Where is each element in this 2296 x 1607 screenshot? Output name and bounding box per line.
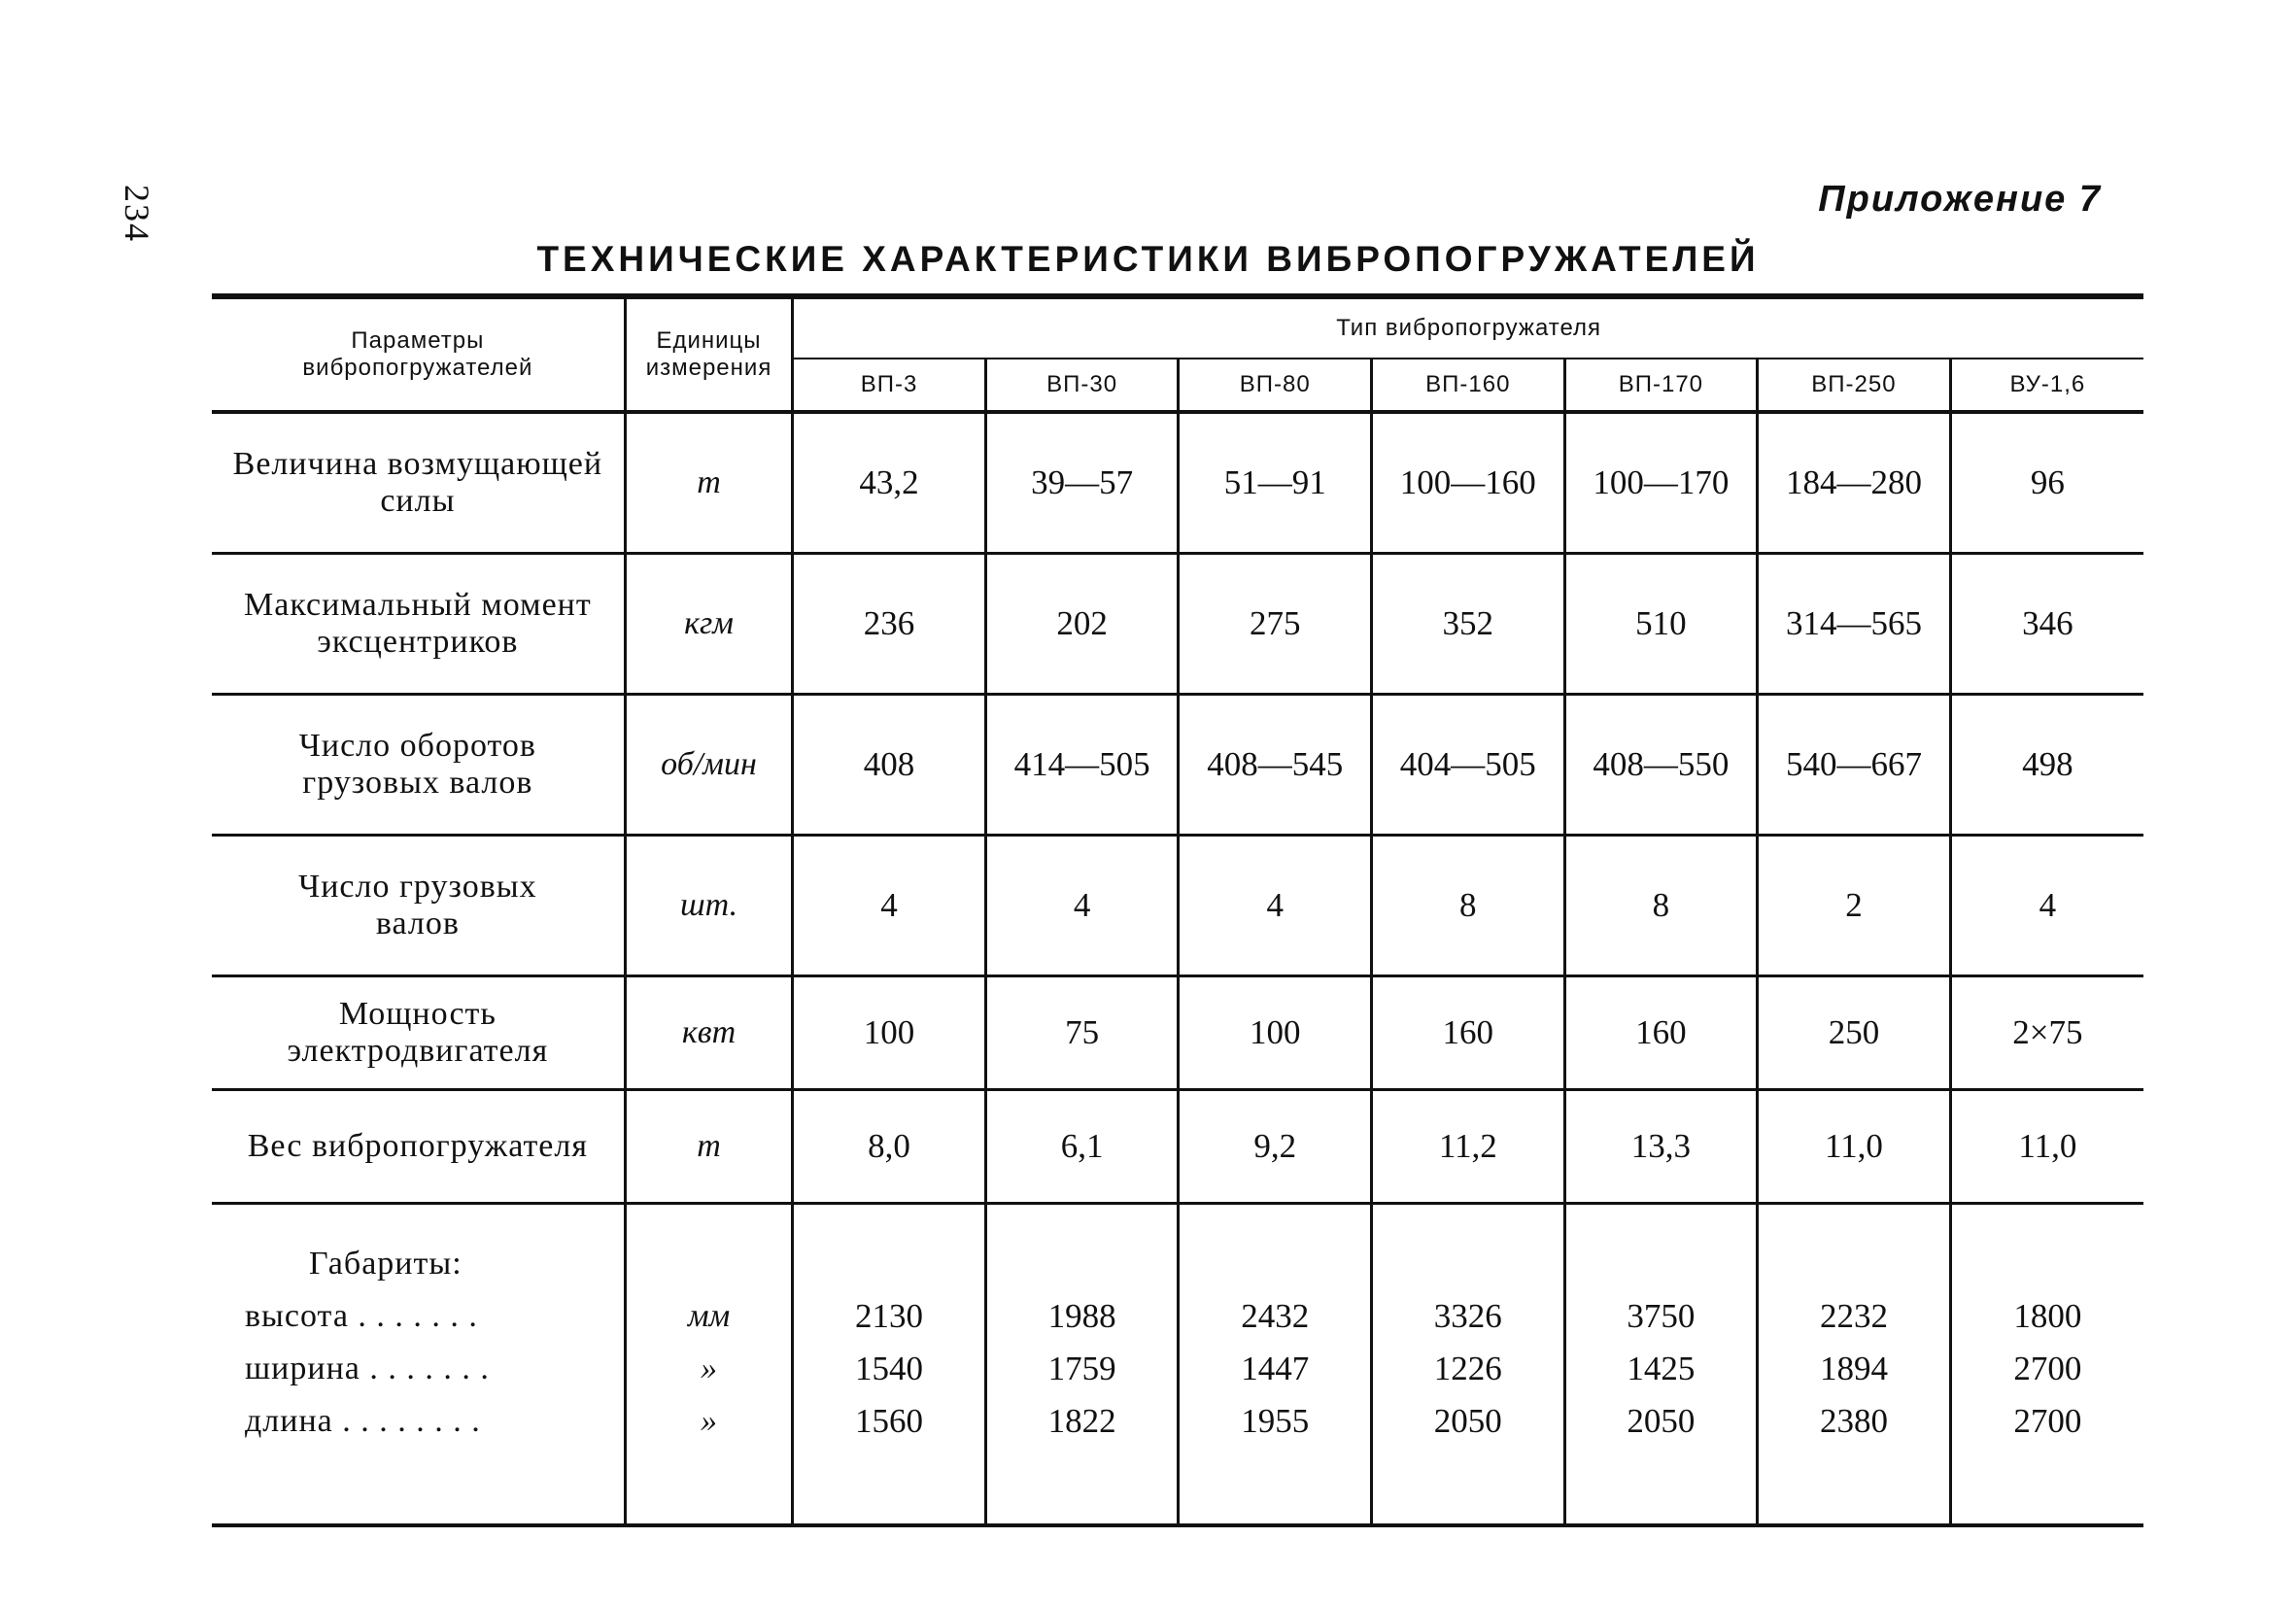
row-rpm-value-vu-1-6: 498 xyxy=(1950,695,2143,836)
row-shafts-value-vp-250: 2 xyxy=(1758,836,1951,976)
header-type-vp-170: ВП-170 xyxy=(1564,359,1758,412)
row-dimensions-values-vp-170 xyxy=(1564,1204,1758,1526)
row-power-value-vu-1-6: 2×75 xyxy=(1950,976,2143,1090)
row-power-parameter-line2: электродвигателя xyxy=(287,1033,549,1069)
header-parameters-line2: вибропогружателей xyxy=(302,355,533,381)
dimensions-width-vp-160: 1226 xyxy=(1433,1350,1502,1387)
row-rpm-value-vp-170: 408—550 xyxy=(1564,695,1758,836)
row-moment-value-vp-3: 236 xyxy=(793,554,986,695)
dimensions-height-unit: мм xyxy=(687,1298,731,1334)
dimensions-width-vu-1-6: 2700 xyxy=(2013,1350,2082,1387)
table-row-rpm xyxy=(212,695,2143,836)
dimensions-height-label: высота . . . . . . . xyxy=(245,1298,478,1334)
row-weight-parameter: Вес вибропогружателя xyxy=(212,1090,625,1204)
dimensions-length-label: длина . . . . . . . . xyxy=(245,1403,481,1439)
dimensions-height-vp-250: 2232 xyxy=(1819,1297,1888,1335)
row-shafts-parameter-line1: Число грузовых xyxy=(298,869,537,905)
header-units-line1: Единицы xyxy=(656,327,762,354)
row-force-parameter-line1: Величина возмущающей xyxy=(232,446,603,482)
dimensions-height-vp-160: 3326 xyxy=(1433,1297,1502,1335)
row-weight-unit: т xyxy=(625,1090,793,1204)
row-power-value-vp-170: 160 xyxy=(1564,976,1758,1090)
page-number: 234 xyxy=(118,185,156,243)
table-row-force xyxy=(212,412,2143,554)
dimensions-width-vp-3: 1540 xyxy=(855,1350,924,1387)
row-power-value-vp-80: 100 xyxy=(1179,976,1372,1090)
dimensions-width-vp-170: 1425 xyxy=(1627,1350,1696,1387)
row-force-value-vp-80: 51—91 xyxy=(1179,412,1372,554)
row-rpm-parameter-line2: грузовых валов xyxy=(302,765,533,801)
header-type-vp-250: ВП-250 xyxy=(1758,359,1951,412)
row-force-value-vp-3: 43,2 xyxy=(793,412,986,554)
header-type-vp-3: ВП-3 xyxy=(793,359,986,412)
dimensions-height-vu-1-6: 1800 xyxy=(2013,1297,2082,1335)
row-moment-value-vp-80: 275 xyxy=(1179,554,1372,695)
table-row-moment xyxy=(212,554,2143,695)
row-dimensions-values-vp-80 xyxy=(1179,1204,1372,1526)
dimensions-width-label: ширина . . . . . . . xyxy=(245,1351,490,1386)
dimensions-width-vp-30: 1759 xyxy=(1047,1350,1116,1387)
dimensions-width-unit: » xyxy=(701,1351,718,1386)
row-moment-value-vp-170: 510 xyxy=(1564,554,1758,695)
dimensions-width-vp-250: 1894 xyxy=(1819,1350,1888,1387)
dimensions-height-vp-170: 3750 xyxy=(1627,1297,1696,1335)
table-row-power xyxy=(212,976,2143,1090)
table-row-weight xyxy=(212,1090,2143,1204)
row-dimensions-values-vu-1-6 xyxy=(1950,1204,2143,1526)
dimensions-height-vp-30: 1988 xyxy=(1047,1297,1116,1335)
row-dimensions-units xyxy=(625,1204,793,1526)
dimensions-length-vp-250: 2380 xyxy=(1819,1402,1888,1440)
row-dimensions-values-vp-30 xyxy=(985,1204,1179,1526)
row-rpm-value-vp-30: 414—505 xyxy=(985,695,1179,836)
row-force-unit: т xyxy=(625,412,793,554)
dimensions-length-vp-3: 1560 xyxy=(855,1402,924,1440)
row-shafts-unit: шт. xyxy=(625,836,793,976)
row-rpm-parameter-line1: Число оборотов xyxy=(298,728,536,764)
row-rpm-value-vp-250: 540—667 xyxy=(1758,695,1951,836)
row-moment-value-vp-160: 352 xyxy=(1372,554,1565,695)
dimensions-length-vu-1-6: 2700 xyxy=(2013,1402,2082,1440)
row-power-value-vp-3: 100 xyxy=(793,976,986,1090)
specifications-table xyxy=(212,293,2143,1527)
dimensions-length-vp-30: 1822 xyxy=(1047,1402,1116,1440)
header-parameters-line1: Параметры xyxy=(351,327,485,354)
row-moment-parameter xyxy=(212,554,625,695)
row-weight-value-vu-1-6: 11,0 xyxy=(1950,1090,2143,1204)
dimensions-length-vp-80: 1955 xyxy=(1241,1402,1310,1440)
row-weight-value-vp-250: 11,0 xyxy=(1758,1090,1951,1204)
row-power-unit: квт xyxy=(625,976,793,1090)
row-shafts-parameter xyxy=(212,836,625,976)
row-weight-value-vp-160: 11,2 xyxy=(1372,1090,1565,1204)
row-power-parameter xyxy=(212,976,625,1090)
header-type-vu-1-6: ВУ-1,6 xyxy=(1950,359,2143,412)
row-shafts-value-vp-80: 4 xyxy=(1179,836,1372,976)
page-title: ТЕХНИЧЕСКИЕ ХАРАКТЕРИСТИКИ ВИБРОПОГРУЖАТЕЛЕЙ xyxy=(536,239,1760,279)
dimensions-height-vp-80: 2432 xyxy=(1241,1297,1310,1335)
row-weight-value-vp-3: 8,0 xyxy=(793,1090,986,1204)
dimensions-height-vp-3: 2130 xyxy=(855,1297,924,1335)
row-dimensions-values-vp-250 xyxy=(1758,1204,1951,1526)
table-row-dimensions xyxy=(212,1204,2143,1526)
dimensions-length-unit: » xyxy=(701,1403,718,1439)
row-weight-value-vp-170: 13,3 xyxy=(1564,1090,1758,1204)
row-power-value-vp-30: 75 xyxy=(985,976,1179,1090)
row-power-value-vp-160: 160 xyxy=(1372,976,1565,1090)
row-rpm-unit: об/мин xyxy=(625,695,793,836)
header-units xyxy=(625,296,793,412)
row-force-value-vu-1-6: 96 xyxy=(1950,412,2143,554)
header-type-vp-160: ВП-160 xyxy=(1372,359,1565,412)
row-shafts-value-vu-1-6: 4 xyxy=(1950,836,2143,976)
row-moment-unit: кгм xyxy=(625,554,793,695)
row-rpm-value-vp-80: 408—545 xyxy=(1179,695,1372,836)
row-moment-parameter-line2: эксцентриков xyxy=(317,624,519,660)
row-force-value-vp-160: 100—160 xyxy=(1372,412,1565,554)
row-weight-value-vp-30: 6,1 xyxy=(985,1090,1179,1204)
appendix-label: Приложение 7 xyxy=(1818,179,2102,220)
header-type-vp-80: ВП-80 xyxy=(1179,359,1372,412)
header-type-vp-30: ВП-30 xyxy=(985,359,1179,412)
row-power-parameter-line1: Мощность xyxy=(338,996,497,1032)
header-type-group: Тип вибропогружателя xyxy=(793,296,2143,359)
row-moment-value-vp-250: 314—565 xyxy=(1758,554,1951,695)
row-shafts-parameter-line2: валов xyxy=(375,906,460,941)
table-row-shafts xyxy=(212,836,2143,976)
row-rpm-parameter xyxy=(212,695,625,836)
row-force-value-vp-170: 100—170 xyxy=(1564,412,1758,554)
row-dimensions-values-vp-160 xyxy=(1372,1204,1565,1526)
row-rpm-value-vp-160: 404—505 xyxy=(1372,695,1565,836)
row-weight-value-vp-80: 9,2 xyxy=(1179,1090,1372,1204)
row-moment-value-vp-30: 202 xyxy=(985,554,1179,695)
row-moment-value-vu-1-6: 346 xyxy=(1950,554,2143,695)
row-force-parameter xyxy=(212,412,625,554)
row-shafts-value-vp-30: 4 xyxy=(985,836,1179,976)
row-shafts-value-vp-3: 4 xyxy=(793,836,986,976)
row-shafts-value-vp-160: 8 xyxy=(1372,836,1565,976)
row-dimensions-values-vp-3 xyxy=(793,1204,986,1526)
row-force-value-vp-30: 39—57 xyxy=(985,412,1179,554)
header-parameters xyxy=(212,296,625,412)
dimensions-width-vp-80: 1447 xyxy=(1241,1350,1310,1387)
row-force-parameter-line2: силы xyxy=(380,483,456,519)
row-shafts-value-vp-170: 8 xyxy=(1564,836,1758,976)
row-power-value-vp-250: 250 xyxy=(1758,976,1951,1090)
row-moment-parameter-line1: Максимальный момент xyxy=(244,587,592,623)
row-dimensions-parameter xyxy=(212,1204,625,1526)
header-units-line2: измерения xyxy=(645,355,772,381)
dimensions-length-vp-170: 2050 xyxy=(1627,1402,1696,1440)
row-rpm-value-vp-3: 408 xyxy=(793,695,986,836)
dimensions-length-vp-160: 2050 xyxy=(1433,1402,1502,1440)
row-force-value-vp-250: 184—280 xyxy=(1758,412,1951,554)
dimensions-heading: Габариты: xyxy=(309,1246,463,1282)
